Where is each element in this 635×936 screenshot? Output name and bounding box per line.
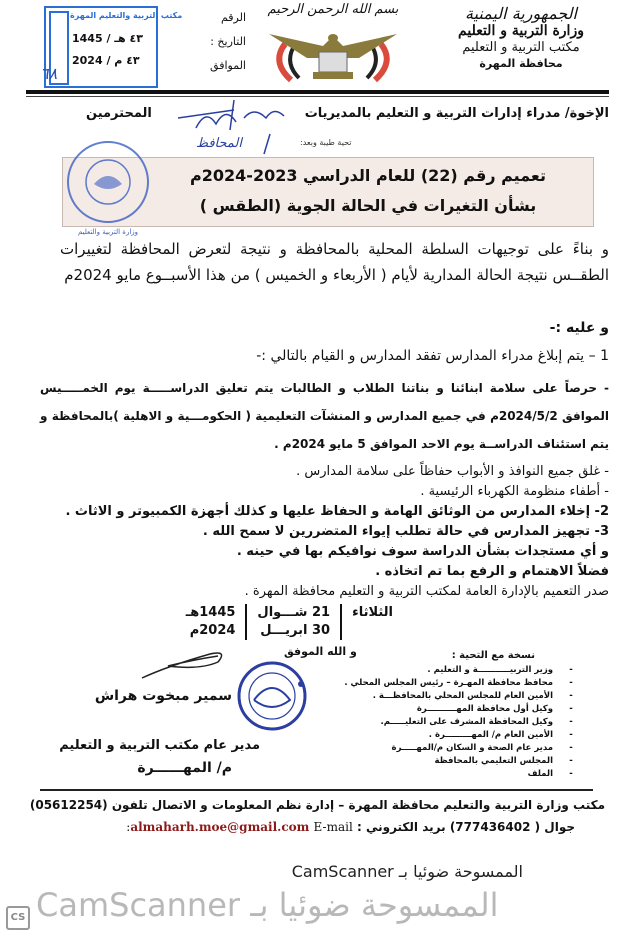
issue-weekday: الثلاثاء xyxy=(341,604,403,640)
signer-title: مدير عام مكتب التربية و التعليم xyxy=(59,738,260,753)
instruction-line: فضلاً الاهتمام و الرفع بما تم اتخاذه . xyxy=(375,564,609,579)
header-divider-thin xyxy=(26,96,609,97)
yemen-eagle-emblem-icon xyxy=(263,24,403,86)
office-name: مكتب التربية و التعليم xyxy=(462,40,580,55)
instruction-line: صدر التعميم بالإدارة العامة لمكتب التربية و التعليم محافظة المهرة . xyxy=(244,584,609,599)
footer-mobile: جوال ( 777436402) xyxy=(449,820,575,834)
signer-region: م/ المهــــــرة xyxy=(137,760,232,776)
ref-gregorian-value: 2024 / ٤٣ م xyxy=(72,54,140,67)
footer-email[interactable]: almaharh.moe@gmail.com xyxy=(130,820,310,834)
footer-contact-line xyxy=(126,820,575,834)
closing-phrase: و الله الموفق xyxy=(284,645,357,658)
copy-item: - مدير عام الصحة و السكان م/المهـــــرة xyxy=(391,743,573,753)
reference-values xyxy=(72,28,176,72)
footer-office-line: مكتب وزارة التربية والتعليم محافظة المهرة – إدارة نظم المعلومات و الاتصال تلفون (05612254) xyxy=(29,798,605,812)
gregorian-year: 2024م xyxy=(176,622,247,640)
instruction-line: و أي مستجدات بشأن الدراسة سوف نوافيكم بها في حينه . xyxy=(236,544,609,559)
gregorian-day: 30 ابريـــل xyxy=(260,623,331,638)
ministry-name: وزارة التربية و التعليم xyxy=(458,23,584,39)
ref-gregorian-label: الموافق xyxy=(210,59,246,72)
intro-paragraph: و بناءً على توجيهات السلطة المحلية بالمحافظة و نتيجة لتعرض المحافظة لتغييرات الطقــس نتيجة الحالة المدارية لأيام ( الأربعاء و الخميس ) من هذا الأسبــوع مايو 2024م xyxy=(60,240,609,284)
ref-number-label: الرقم xyxy=(220,11,246,24)
suspension-notice: - حرصاً على سلامة ابنائنا و بناتنا الطلاب و الطالبات يتم تعليق الدراســـــة يوم الخمـــــيس الموافق 2024/5/2م في جميع المدارس و المنشآت التعليمية ( الحكومـــية و الاهلية )بالمحافظة و يتم استئناف الدراســة يوم الاحد الموافق 5 مايو 2024م . xyxy=(40,381,609,451)
subject-title: تعميم رقم (22) للعام الدراسي 2023-2024م xyxy=(190,166,546,185)
country-name: الجمهورية اليمنية xyxy=(464,4,577,23)
copies-heading: نسخة مع التحية : xyxy=(451,650,535,661)
addressee: الإخوة/ مدراء إدارات التربية و التعليم بالمديريات xyxy=(304,106,609,121)
ref-handwritten-number: ٦٨ xyxy=(40,64,58,83)
copy-item: - المجلس التعليمي بالمحافظة xyxy=(434,756,573,766)
hijri-day: 21 شـــوال xyxy=(257,605,331,620)
header-divider xyxy=(26,90,609,94)
handwritten-governor-text: المحافظ xyxy=(196,136,242,151)
issue-date xyxy=(176,604,403,640)
basmala: بسم الله الرحمن الرحيم xyxy=(267,2,399,17)
instruction-line: - غلق جميع النوافذ و الأبواب حفاظاً على سلامة المدارس . xyxy=(296,464,609,479)
footer-email-label-en: E-mail: xyxy=(126,820,353,834)
subject-topic: بشأن التغيرات في الحالة الجوية (الطقس ) xyxy=(199,196,537,215)
camscanner-caption: الممسوحة ضوئيا بـ CamScanner xyxy=(291,862,523,881)
copy-item: - الأمين العام للمجلس المحلي بالمحافظـــة . xyxy=(372,691,573,701)
hijri-year: 1445هـ xyxy=(176,604,247,622)
ref-hijri-value: 1445 / ٤٣ هـ xyxy=(72,32,143,45)
copy-item: - الملف xyxy=(527,769,573,779)
signature-icon xyxy=(134,648,234,682)
official-round-stamp-icon xyxy=(66,140,150,224)
salutation-respect: المحترمين xyxy=(86,106,152,121)
copy-item: - الأمين العام م/ المهـــــــــرة . xyxy=(428,730,573,740)
round-stamp-text: وزارة التربية والتعليم xyxy=(77,228,139,236)
footer-email-label-ar: بريد الكتروني : xyxy=(356,820,446,834)
therefore-label: و عليه :- xyxy=(549,320,609,336)
copy-item: - محافظ محافظة المهـرة – رئيس المجلس المحلي . xyxy=(344,678,573,688)
letterhead-right xyxy=(421,4,621,71)
instruction-list xyxy=(65,462,609,602)
greeting-note: تحية طيبة وبعد: xyxy=(300,138,352,147)
camscanner-watermark: الممسوحة ضوئيا بـ CamScanner xyxy=(36,886,499,924)
reference-labels xyxy=(180,6,246,78)
footer-divider xyxy=(40,789,593,791)
governorate-name: محافظة المهرة xyxy=(479,57,563,70)
copy-item: - وكيل المحافظة المشرف على التعليـــــم. xyxy=(380,717,573,727)
copy-item: - وكيل أول محافظة المهــــــــــرة xyxy=(416,704,573,714)
stamp-text: مكتب التربية والتعليم المهرة xyxy=(70,11,183,20)
instruction-line: - أطفاء منظومة الكهرباء الرئيسية . xyxy=(420,484,609,499)
copy-item: - وزير التربيـــــــــــة و التعليم . xyxy=(427,665,573,675)
ref-date-label: التاريخ : xyxy=(210,35,246,48)
instruction-line: 3- تجهيز المدارس في حالة تطلب إيواء المتضررين لا سمح الله . xyxy=(202,524,609,539)
camscanner-logo-icon: CS xyxy=(6,906,30,930)
instruction-item-1: 1 – يتم إبلاغ مدراء المدارس تفقد المدارس و القيام بالتالي :- xyxy=(256,348,609,364)
signer-name: سمير مبخوت هراش xyxy=(94,688,232,704)
instruction-line: 2- إخلاء المدارس من الوثائق الهامة و الحفاظ عليها و كذلك أجهزة الكمبيوتر و الاثاث . xyxy=(65,504,609,519)
copies-list xyxy=(275,664,575,781)
